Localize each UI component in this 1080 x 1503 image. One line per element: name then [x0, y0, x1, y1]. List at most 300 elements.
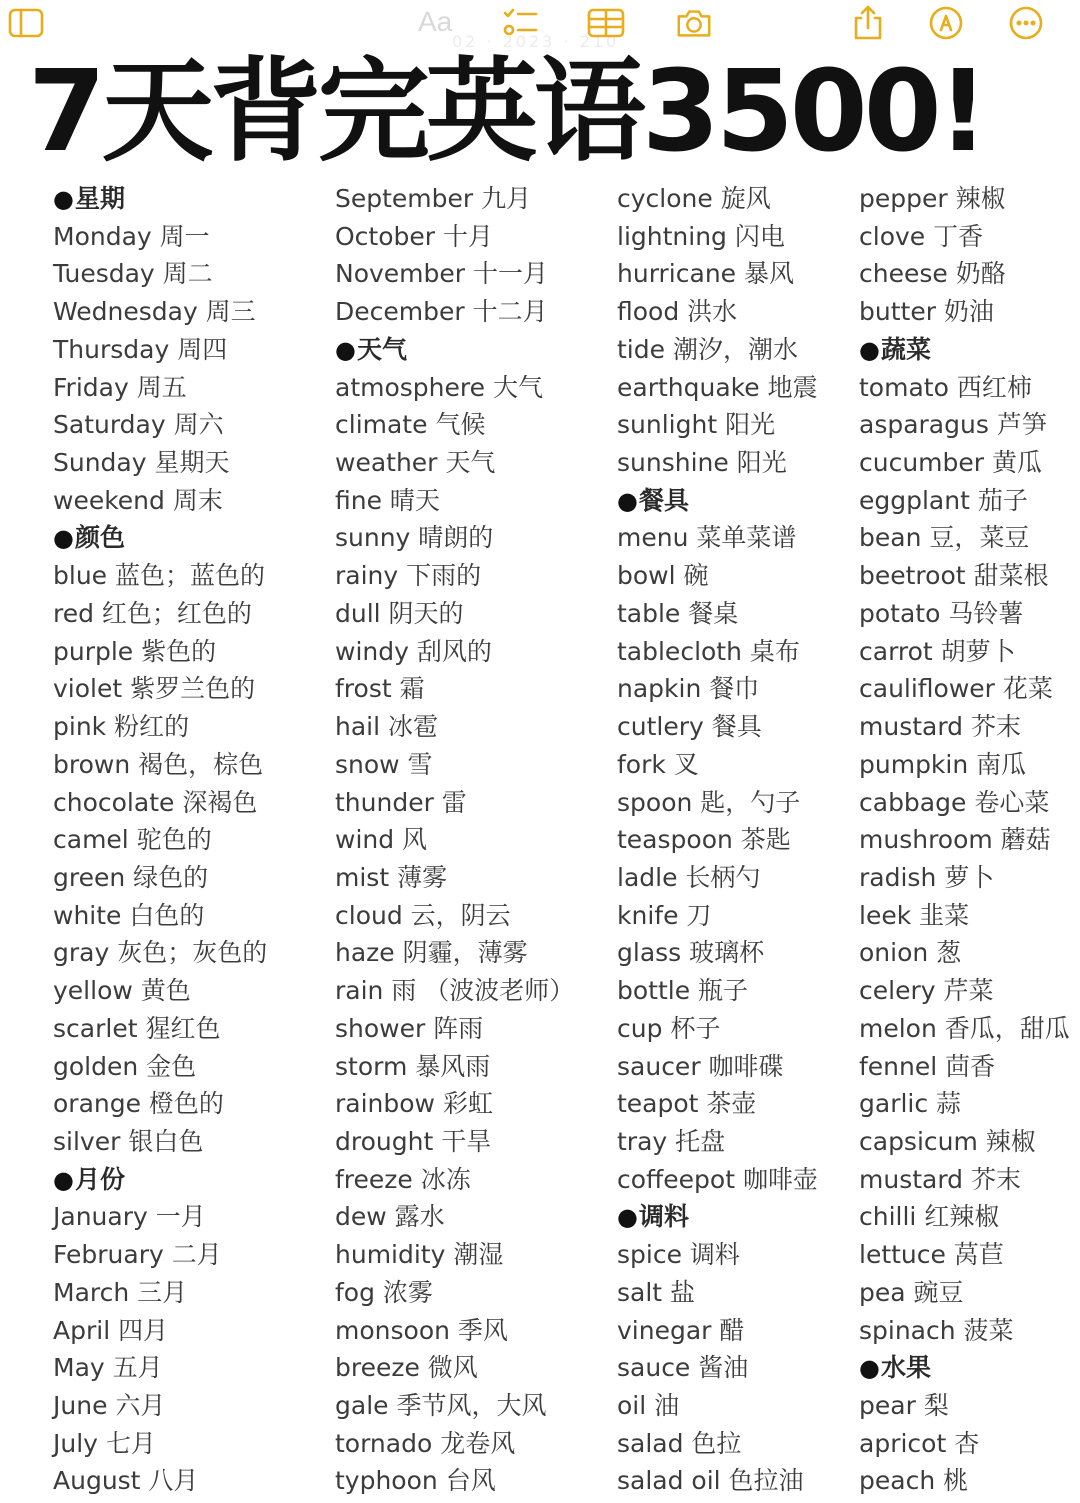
vocab-text: clove 丁香 — [859, 221, 984, 251]
vocab-text: violet 紫罗兰色的 — [53, 674, 256, 704]
vocab-text: eggplant 茄子 — [859, 485, 1028, 515]
vocab-text: Monday 周一 — [53, 221, 210, 251]
vocab-text: climate 气候 — [335, 410, 486, 440]
vocab-item — [617, 1048, 818, 1086]
vocab-item — [335, 218, 574, 256]
vocab-text: orange 橙色的 — [53, 1089, 224, 1119]
vocab-item — [617, 1462, 818, 1500]
markup-pen-icon[interactable] — [926, 4, 966, 42]
vocab-text: spice 调料 — [617, 1240, 740, 1270]
vocab-item — [335, 670, 574, 708]
vocab-text: October 十月 — [335, 221, 493, 251]
section-heading — [859, 1349, 1070, 1387]
vocab-text: asparagus 芦笋 — [859, 410, 1047, 440]
vocab-item — [859, 482, 1070, 520]
vocab-text: mustard 芥末 — [859, 712, 1021, 742]
vocab-item — [335, 1236, 574, 1274]
vocab-item — [335, 1387, 574, 1425]
vocab-text: Friday 周五 — [53, 372, 187, 402]
vocab-item — [859, 1236, 1070, 1274]
vocab-item — [617, 519, 818, 557]
vocab-text: September 九月 — [335, 184, 532, 213]
vocab-item — [859, 406, 1070, 444]
vocab-text: spoon 匙，勺子 — [617, 787, 801, 817]
vocab-item — [859, 934, 1070, 972]
word-column — [53, 180, 267, 1500]
vocab-text: fog 浓雾 — [335, 1277, 433, 1307]
vocab-text: purple 紫色的 — [53, 636, 217, 666]
vocab-item — [335, 1349, 574, 1387]
vocab-item — [617, 633, 818, 671]
vocab-item — [335, 1085, 574, 1123]
vocab-item — [53, 406, 267, 444]
vocab-item — [53, 972, 267, 1010]
vocab-text: blue 蓝色；蓝色的 — [53, 561, 265, 591]
vocab-item — [53, 934, 267, 972]
vocab-item — [53, 293, 267, 331]
vocab-text: cutlery 餐具 — [617, 712, 762, 742]
vocab-item — [859, 1198, 1070, 1236]
vocab-text: sunlight 阳光 — [617, 410, 776, 440]
word-column — [335, 180, 574, 1500]
vocab-text: thunder 雷 — [335, 787, 467, 817]
vocab-text: hail 冰雹 — [335, 712, 439, 742]
vocab-item — [335, 708, 574, 746]
vocab-text: cloud 云，阴云 — [335, 900, 511, 930]
vocab-item — [335, 293, 574, 331]
vocab-item — [53, 1010, 267, 1048]
vocab-item — [335, 1048, 574, 1086]
vocab-item — [617, 670, 818, 708]
vocab-text: March 三月 — [53, 1277, 188, 1307]
vocab-item — [617, 1085, 818, 1123]
vocab-text: Saturday 周六 — [53, 410, 224, 440]
bullet-icon: ● — [335, 335, 356, 364]
vocab-text: haze 阴霾，薄雾 — [335, 938, 528, 968]
vocab-item — [335, 519, 574, 557]
vocab-text: white 白色的 — [53, 900, 205, 930]
vocab-item — [53, 444, 267, 482]
vocab-item — [617, 406, 818, 444]
vocab-item — [53, 1198, 267, 1236]
vocab-item — [859, 369, 1070, 407]
vocab-text: mist 薄雾 — [335, 862, 448, 892]
vocab-text: dew 露水 — [335, 1202, 445, 1232]
section-heading-text: 调料 — [638, 1202, 689, 1232]
vocab-text: mushroom 蘑菇 — [859, 825, 1051, 855]
vocab-item — [335, 1312, 574, 1350]
vocab-item — [617, 859, 818, 897]
vocab-item — [53, 1349, 267, 1387]
vocab-item — [859, 821, 1070, 859]
vocab-item — [617, 293, 818, 331]
vocab-text: radish 萝卜 — [859, 862, 995, 892]
vocab-text: knife 刀 — [617, 900, 712, 930]
vocab-text: beetroot 甜菜根 — [859, 561, 1049, 591]
vocab-text: gray 灰色；灰色的 — [53, 938, 268, 968]
vocab-text: melon 香瓜，甜瓜 — [859, 1013, 1070, 1043]
vocab-text: menu 菜单菜谱 — [617, 523, 797, 553]
vocab-item — [335, 934, 574, 972]
vocab-text: celery 芹菜 — [859, 976, 994, 1006]
section-heading-text: 水果 — [880, 1353, 931, 1383]
vocab-item — [617, 708, 818, 746]
vocab-item — [617, 1123, 818, 1161]
vocab-text: atmosphere 大气 — [335, 372, 543, 402]
camera-icon[interactable] — [674, 4, 714, 42]
vocab-item — [53, 897, 267, 935]
vocab-item — [617, 218, 818, 256]
vocab-item — [859, 708, 1070, 746]
vocab-text: rain 雨 （波波老师） — [335, 976, 575, 1006]
vocab-text: January 一月 — [53, 1202, 206, 1232]
vocab-item — [335, 255, 574, 293]
vocab-text: scarlet 猩红色 — [53, 1013, 221, 1043]
vocab-item — [859, 1462, 1070, 1500]
vocab-text: cyclone 旋风 — [617, 184, 771, 213]
format-text-button[interactable]: Aa — [418, 6, 453, 37]
checklist-icon[interactable] — [500, 4, 540, 42]
vocab-text: coffeepot 咖啡壶 — [617, 1164, 818, 1194]
vocab-item — [53, 1236, 267, 1274]
vocab-text: May 五月 — [53, 1353, 163, 1383]
vocab-text: bottle 瓶子 — [617, 976, 749, 1006]
bullet-icon: ● — [859, 335, 880, 364]
vocab-text: chilli 红辣椒 — [859, 1202, 1000, 1232]
vocab-item — [53, 633, 267, 671]
vocab-text: butter 奶油 — [859, 297, 994, 327]
vocab-item — [617, 784, 818, 822]
vocab-item — [617, 821, 818, 859]
vocab-item — [617, 557, 818, 595]
bullet-icon: ● — [617, 1203, 638, 1232]
vocab-text: cucumber 黄瓜 — [859, 448, 1043, 478]
section-heading — [617, 482, 818, 520]
vocab-item — [859, 897, 1070, 935]
vocab-item — [53, 1085, 267, 1123]
vocab-text: dull 阴天的 — [335, 598, 464, 628]
faint-date-text: 02 · 2023 · 210 — [452, 32, 620, 51]
vocab-text: Thursday 周四 — [53, 334, 228, 364]
bullet-icon: ● — [53, 524, 74, 553]
vocab-item — [53, 369, 267, 407]
section-heading — [53, 1161, 267, 1199]
vocab-item — [859, 444, 1070, 482]
vocab-item — [53, 1123, 267, 1161]
section-heading — [53, 519, 267, 557]
vocab-text: monsoon 季风 — [335, 1315, 508, 1345]
vocab-text: fork 叉 — [617, 749, 699, 779]
section-heading-text: 蔬菜 — [880, 334, 931, 364]
vocab-item — [335, 406, 574, 444]
vocab-item — [617, 934, 818, 972]
vocab-item — [617, 746, 818, 784]
vocab-item — [53, 1425, 267, 1463]
vocab-text: cauliflower 花菜 — [859, 674, 1053, 704]
vocab-item — [335, 859, 574, 897]
vocab-item — [859, 255, 1070, 293]
vocab-item — [53, 1274, 267, 1312]
vocab-item — [859, 746, 1070, 784]
vocab-item — [617, 1274, 818, 1312]
vocab-item — [859, 519, 1070, 557]
vocab-text: rainy 下雨的 — [335, 561, 482, 591]
vocab-text: wind 风 — [335, 825, 428, 855]
vocab-item — [617, 1312, 818, 1350]
vocab-text: napkin 餐巾 — [617, 674, 760, 704]
vocab-text: Wednesday 周三 — [53, 297, 256, 327]
vocab-text: spinach 菠菜 — [859, 1315, 1014, 1345]
notes-toolbar — [0, 0, 1080, 51]
vocab-text: December 十二月 — [335, 297, 548, 327]
vocab-item — [53, 482, 267, 520]
vocab-text: frost 霜 — [335, 674, 425, 704]
vocab-item — [859, 180, 1070, 218]
vocab-text: weather 天气 — [335, 448, 496, 478]
vocab-item — [335, 746, 574, 784]
vocab-item — [859, 218, 1070, 256]
vocab-item — [617, 1161, 818, 1199]
word-column — [617, 180, 818, 1500]
vocab-text: cheese 奶酪 — [859, 259, 1006, 289]
more-options-icon[interactable] — [1006, 4, 1046, 42]
vocab-item — [53, 859, 267, 897]
vocab-item — [335, 1123, 574, 1161]
vocab-item — [335, 557, 574, 595]
vocab-text: teapot 茶壶 — [617, 1089, 757, 1119]
vocab-text: potato 马铃薯 — [859, 598, 1024, 628]
note-title: 7天背完英语3500! — [28, 47, 985, 177]
vocab-item — [859, 972, 1070, 1010]
vocab-item — [53, 1387, 267, 1425]
vocab-text: gale 季节风，大风 — [335, 1391, 547, 1420]
vocab-item — [617, 1349, 818, 1387]
vocab-item — [859, 670, 1070, 708]
vocab-text: apricot 杏 — [859, 1428, 980, 1458]
vocab-text: weekend 周末 — [53, 485, 223, 515]
vocab-item — [53, 1462, 267, 1500]
vocab-text: sauce 酱油 — [617, 1353, 749, 1383]
vocab-item — [617, 1010, 818, 1048]
vocab-item — [617, 331, 818, 369]
vocab-text: sunshine 阳光 — [617, 448, 787, 478]
vocab-text: shower 阵雨 — [335, 1013, 484, 1043]
vocab-text: mustard 芥末 — [859, 1164, 1021, 1194]
vocab-item — [617, 1425, 818, 1463]
vocab-text: oil 油 — [617, 1391, 680, 1420]
vocab-text: breeze 微风 — [335, 1353, 478, 1383]
vocab-text: salt 盐 — [617, 1277, 696, 1307]
vocab-text: earthquake 地震 — [617, 372, 818, 402]
word-column — [859, 180, 1070, 1500]
section-heading — [335, 331, 574, 369]
vocab-item — [617, 369, 818, 407]
vocab-text: July 七月 — [53, 1428, 156, 1458]
vocab-text: lightning 闪电 — [617, 221, 785, 251]
vocab-item — [53, 595, 267, 633]
vocab-text: salad 色拉 — [617, 1428, 742, 1458]
vocab-text: Tuesday 周二 — [53, 259, 213, 289]
vocab-text: garlic 蒜 — [859, 1089, 962, 1119]
vocab-text: tornado 龙卷风 — [335, 1428, 516, 1458]
vocab-text: pear 梨 — [859, 1391, 949, 1420]
vocab-item — [335, 369, 574, 407]
vocab-item — [53, 670, 267, 708]
vocab-item — [53, 821, 267, 859]
vocab-text: golden 金色 — [53, 1051, 197, 1081]
vocab-item — [859, 595, 1070, 633]
vocab-item — [859, 1161, 1070, 1199]
table-icon[interactable] — [586, 4, 626, 42]
vocab-item — [335, 482, 574, 520]
vocab-item — [859, 1312, 1070, 1350]
vocab-text: yellow 黄色 — [53, 976, 191, 1006]
vocab-text: fine 晴天 — [335, 485, 440, 515]
vocab-text: fennel 茴香 — [859, 1051, 996, 1081]
vocab-item — [53, 557, 267, 595]
vocab-item — [53, 1312, 267, 1350]
vocab-text: saucer 咖啡碟 — [617, 1051, 784, 1081]
vocab-item — [335, 1274, 574, 1312]
vocab-text: flood 洪水 — [617, 297, 738, 327]
vocab-item — [53, 255, 267, 293]
vocab-text: April 四月 — [53, 1315, 169, 1345]
vocab-item — [53, 746, 267, 784]
section-heading-text: 月份 — [74, 1164, 125, 1194]
vocab-text: table 餐桌 — [617, 598, 739, 628]
vocab-text: salad oil 色拉油 — [617, 1466, 804, 1496]
vocab-text: freeze 冰冻 — [335, 1164, 471, 1194]
vocab-text: November 十一月 — [335, 259, 549, 289]
vocab-text: chocolate 深褐色 — [53, 787, 258, 817]
vocab-item — [53, 1048, 267, 1086]
vocab-text: silver 银白色 — [53, 1126, 204, 1156]
vocab-item — [53, 331, 267, 369]
vocab-item — [335, 784, 574, 822]
vocab-text: capsicum 辣椒 — [859, 1126, 1036, 1156]
vocab-text: bean 豆，菜豆 — [859, 523, 1030, 553]
vocab-text: storm 暴风雨 — [335, 1051, 491, 1081]
vocab-item — [53, 708, 267, 746]
vocab-text: sunny 晴朗的 — [335, 523, 494, 553]
vocab-item — [617, 1387, 818, 1425]
vocab-text: cup 杯子 — [617, 1013, 721, 1043]
vocab-text: tomato 西红柿 — [859, 372, 1032, 402]
vocab-item — [335, 972, 574, 1010]
vocab-item — [53, 218, 267, 256]
share-icon[interactable] — [848, 4, 888, 42]
vocab-item — [335, 1161, 574, 1199]
vocab-item — [859, 1425, 1070, 1463]
vocab-item — [335, 595, 574, 633]
vocab-text: August 八月 — [53, 1466, 199, 1496]
vocab-text: onion 葱 — [859, 938, 962, 968]
section-heading — [617, 1198, 818, 1236]
vocab-text: leek 韭菜 — [859, 900, 970, 930]
vocab-item — [617, 180, 818, 218]
section-heading — [53, 180, 267, 218]
vocab-item — [617, 897, 818, 935]
vocab-text: peach 桃 — [859, 1466, 969, 1496]
bullet-icon: ● — [53, 185, 74, 213]
vocab-text: pumpkin 南瓜 — [859, 749, 1027, 779]
vocab-text: hurricane 暴风 — [617, 259, 794, 289]
bullet-icon: ● — [859, 1354, 880, 1383]
vocab-item — [859, 633, 1070, 671]
vocab-item — [335, 633, 574, 671]
vocab-item — [335, 180, 574, 218]
vocab-item — [335, 897, 574, 935]
section-heading-text: 颜色 — [74, 523, 125, 553]
vocab-text: carrot 胡萝卜 — [859, 636, 1016, 666]
vocab-text: bowl 碗 — [617, 561, 709, 591]
vocab-text: pea 豌豆 — [859, 1277, 964, 1307]
vocab-text: June 六月 — [53, 1391, 166, 1420]
bullet-icon: ● — [617, 486, 638, 515]
vocab-item — [859, 557, 1070, 595]
vocab-item — [335, 444, 574, 482]
vocab-text: snow 雪 — [335, 749, 433, 779]
vocab-text: pink 粉红的 — [53, 712, 190, 742]
vocab-text: ladle 长柄勺 — [617, 862, 761, 892]
vocab-item — [859, 859, 1070, 897]
vocab-item — [859, 1387, 1070, 1425]
vocab-item — [617, 255, 818, 293]
vocab-item — [335, 1425, 574, 1463]
vocab-text: cabbage 卷心菜 — [859, 787, 1050, 817]
vocab-text: Sunday 星期天 — [53, 448, 230, 478]
vocab-text: camel 驼色的 — [53, 825, 212, 855]
section-heading-text: 餐具 — [638, 485, 689, 515]
vocab-text: glass 玻璃杯 — [617, 938, 765, 968]
vocab-text: rainbow 彩虹 — [335, 1089, 493, 1119]
vocab-text: humidity 潮湿 — [335, 1240, 504, 1270]
vocab-text: brown 褐色，棕色 — [53, 749, 264, 779]
vocab-item — [617, 444, 818, 482]
vocab-item — [859, 1010, 1070, 1048]
vocab-item — [335, 1010, 574, 1048]
vocab-text: green 绿色的 — [53, 862, 209, 892]
vocab-text: pepper 辣椒 — [859, 184, 1006, 213]
section-heading-text: 星期 — [74, 184, 125, 213]
vocab-item — [335, 821, 574, 859]
vocab-text: vinegar 醋 — [617, 1315, 745, 1345]
vocab-item — [53, 784, 267, 822]
section-heading-text: 天气 — [356, 334, 407, 364]
vocab-item — [335, 1198, 574, 1236]
vocab-item — [859, 1085, 1070, 1123]
vocab-item — [859, 1123, 1070, 1161]
vocab-text: windy 刮风的 — [335, 636, 492, 666]
vocab-text: lettuce 莴苣 — [859, 1240, 1004, 1270]
vocab-item — [859, 1274, 1070, 1312]
vocab-text: typhoon 台风 — [335, 1466, 496, 1496]
vocab-item — [617, 972, 818, 1010]
vocab-item — [617, 595, 818, 633]
vocab-text: drought 干旱 — [335, 1126, 492, 1156]
vocab-item — [859, 784, 1070, 822]
vocab-text: February 二月 — [53, 1240, 222, 1270]
sidebar-toggle-icon[interactable] — [6, 4, 46, 42]
vocab-text: red 红色；红色的 — [53, 598, 252, 628]
vocab-item — [335, 1462, 574, 1500]
vocab-item — [859, 1048, 1070, 1086]
vocab-text: tide 潮汐，潮水 — [617, 334, 798, 364]
bullet-icon: ● — [53, 1165, 74, 1194]
vocab-item — [617, 1236, 818, 1274]
vocab-text: tablecloth 桌布 — [617, 636, 800, 666]
section-heading — [859, 331, 1070, 369]
